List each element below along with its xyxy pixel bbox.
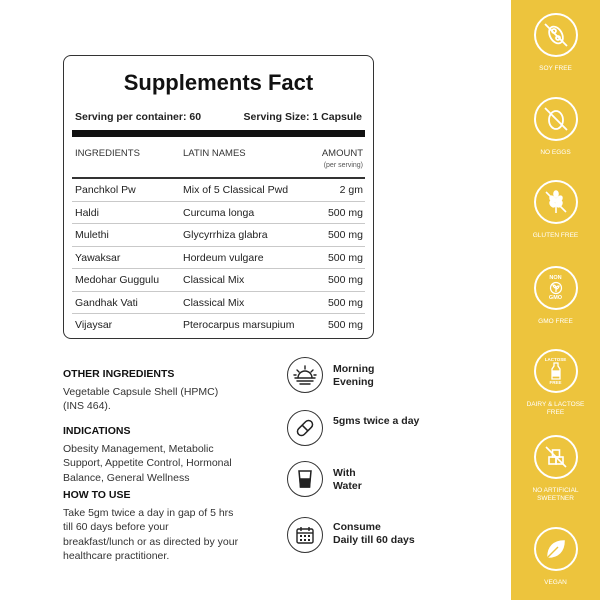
wheat-icon xyxy=(534,180,578,224)
duration-line-1: Consume xyxy=(333,521,381,533)
ingredient-name: Medohar Guggulu xyxy=(75,274,160,286)
timing-evening: Evening xyxy=(333,376,374,388)
sugar-cubes-icon xyxy=(534,435,578,479)
badge-gmo-free xyxy=(511,266,600,326)
lactose-arc-top: LACTOSE xyxy=(544,357,567,362)
header-ingredients: INGREDIENTS xyxy=(75,148,140,159)
water-label: Water xyxy=(333,480,362,492)
amount: 500 mg xyxy=(327,229,363,241)
badge-vegan xyxy=(511,527,600,587)
other-ingredients-title: OTHER INGREDIENTS xyxy=(63,368,175,380)
table-row xyxy=(72,269,365,292)
facts-title: Supplements Fact xyxy=(123,70,314,95)
table-row xyxy=(72,292,365,315)
table-row xyxy=(72,314,365,336)
table-row xyxy=(72,202,365,225)
facts-divider-bar xyxy=(72,130,365,137)
ingredient-name: Vijaysar xyxy=(75,319,113,331)
latin-name: Pterocarpus marsupium xyxy=(183,319,295,331)
latin-name: Classical Mix xyxy=(183,296,245,309)
soy-free-label: SOY FREE xyxy=(539,65,572,72)
latin-name: Glycyrrhiza glabra xyxy=(183,229,268,241)
lactose-arc-bottom: FREE xyxy=(549,380,562,385)
sunrise-icon xyxy=(287,357,323,393)
latin-name: Curcuma longa xyxy=(183,206,255,219)
amount: 500 mg xyxy=(327,319,363,331)
badge-dairy-lactose-free xyxy=(511,349,600,417)
ingredient-name: Mulethi xyxy=(75,229,109,241)
amount: 2 gm xyxy=(339,184,363,196)
header-latin-names: LATIN NAMES xyxy=(183,148,246,159)
non-gmo-top-text: NON xyxy=(549,275,562,281)
calendar-icon xyxy=(287,517,323,553)
badge-soy-free xyxy=(511,13,600,73)
milk-bottle-icon xyxy=(534,349,578,393)
dairy-label-line-1: DAIRY & LACTOSE xyxy=(526,401,585,408)
latin-name: Hordeum vulgare xyxy=(183,251,264,264)
capsule-icon xyxy=(287,410,323,446)
non-gmo-icon xyxy=(534,266,578,310)
latin-name: Classical Mix xyxy=(183,274,245,286)
no-egg-icon xyxy=(534,97,578,141)
ingredient-name: Haldi xyxy=(75,206,99,219)
how-to-use-section xyxy=(63,488,241,564)
badge-gluten-free xyxy=(511,180,600,240)
ingredient-name: Yawaksar xyxy=(75,251,121,264)
timing-morning: Morning xyxy=(333,363,375,375)
leaf-icon xyxy=(534,527,578,571)
badge-no-artificial-sweetner xyxy=(511,435,600,503)
soy-free-icon xyxy=(534,13,578,57)
free-from-sidebar xyxy=(511,0,600,600)
how-to-use-title: HOW TO USE xyxy=(63,489,131,501)
supplements-facts-panel xyxy=(63,55,374,339)
amount: 500 mg xyxy=(327,251,363,264)
indications-title: INDICATIONS xyxy=(63,425,131,437)
no-artificial-line-1: NO ARTIFICIAL xyxy=(532,487,579,494)
timing-text xyxy=(333,363,374,389)
ingredient-name: Gandhak Vati xyxy=(75,296,138,309)
header-amount-label: AMOUNT xyxy=(321,148,363,159)
gmo-free-label: GMO FREE xyxy=(538,318,573,325)
badge-no-eggs xyxy=(511,97,600,157)
no-eggs-label: NO EGGS xyxy=(540,149,571,156)
table-row xyxy=(72,247,365,270)
gluten-free-label: GLUTEN FREE xyxy=(532,232,579,239)
other-ingredients-section xyxy=(63,367,238,414)
serving-size: Serving Size: 1 Capsule xyxy=(243,111,362,123)
duration-line-2: Daily till 60 days xyxy=(333,534,415,546)
with-label: With xyxy=(333,467,356,479)
dairy-lactose-free-label xyxy=(511,401,600,417)
latin-name: Mix of 5 Classical Pwd xyxy=(183,184,289,196)
indications-section xyxy=(63,424,243,485)
amount: 500 mg xyxy=(327,274,363,286)
indications-text: Obesity Management, Metabolic Support, Appetite Control, Hormonal Balance, General Wellness xyxy=(63,442,232,484)
ingredient-name: Panchkol Pw xyxy=(75,184,136,196)
non-gmo-bottom-text: GMO xyxy=(548,295,563,301)
serving-per-container: Serving per container: 60 xyxy=(75,111,202,123)
ingredient-table xyxy=(72,179,365,336)
amount: 500 mg xyxy=(327,206,363,219)
dose-text: 5gms twice a day xyxy=(333,415,420,427)
no-artificial-line-2: SWEETNER xyxy=(537,495,574,502)
header-amount-sub: (per serving) xyxy=(323,162,363,169)
amount: 500 mg xyxy=(327,296,363,309)
table-row xyxy=(72,179,365,202)
vegan-label: VEGAN xyxy=(544,579,567,586)
with-water-text xyxy=(333,467,362,493)
dairy-label-line-2: FREE xyxy=(546,409,565,416)
other-ingredients-text: Vegetable Capsule Shell (HPMC) (INS 464). xyxy=(63,385,219,412)
how-to-use-text: Take 5gm twice a day in gap of 5 hrs till 60 days before your breakfast/lunch or as directed by your healthcare practitioner. xyxy=(63,506,239,562)
duration-text xyxy=(333,521,415,547)
water-glass-icon xyxy=(287,461,323,497)
header-amount xyxy=(322,148,363,169)
table-row xyxy=(72,224,365,247)
no-artificial-label xyxy=(511,487,600,503)
